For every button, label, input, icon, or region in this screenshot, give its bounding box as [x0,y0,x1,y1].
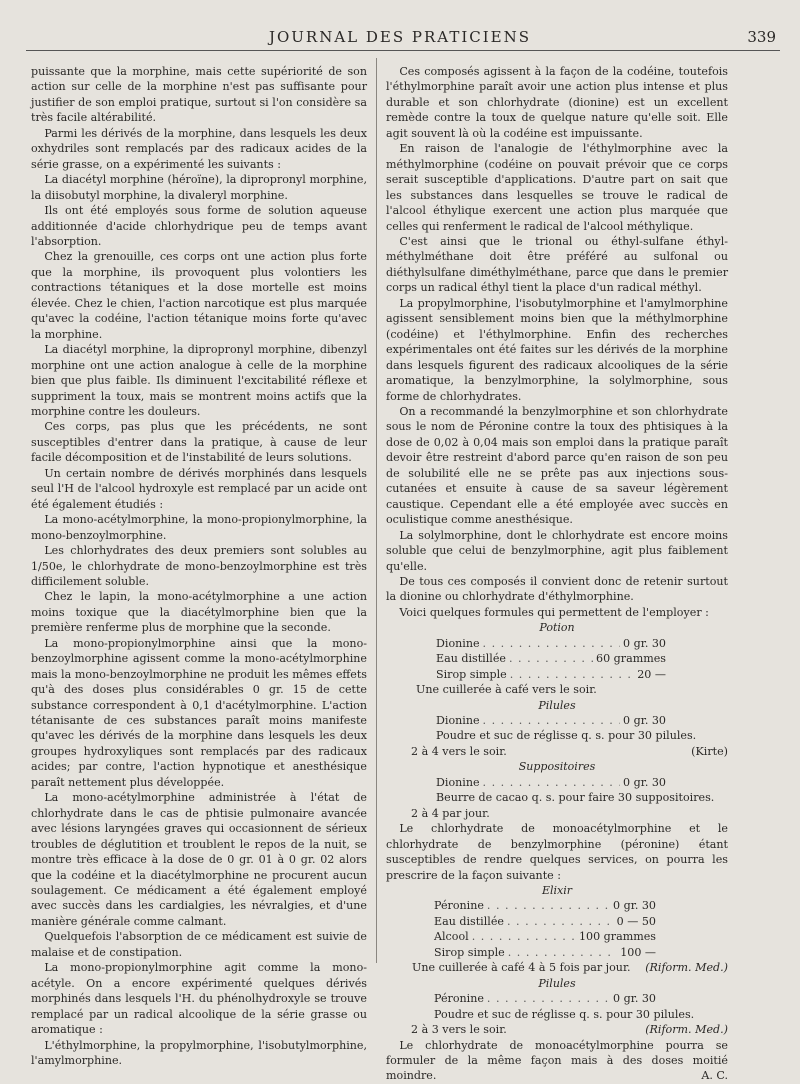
recipe-note: Une cuillerée à café vers le soir. [416,683,597,697]
recipe-title: Pilules [538,698,576,712]
recipe-ingredient: Eau distillée . . . 0 — 50 [434,914,656,929]
page-number: 339 [747,28,776,46]
column-divider [376,58,377,963]
recipe-ingredient: Alcool . . . 100 grammes [434,929,656,944]
recipe-ingredient: Dionine . . . 0 gr. 30 [436,636,666,651]
recipe-ingredient: Dionine . . . 0 gr. 30 [436,713,666,728]
recipe-title: Potion [539,621,575,635]
recipe-note: 2 à 4 vers le soir. [411,744,507,758]
paragraph: La mono-propionylmorphine ainsi que la mono-benzoylmorphine agissent comme la mono-acétylmorphine mais la mono-benzoylmorphine ne produit les mêmes effets qu'à des doses plus considérables 0 gr. 15 de cette substance correspondent à 0,1 d'acétylmorphine. L'action tétanisante de ces substances paraît moins manifeste qu'avec les dérivés de la morphine dans lesquels les deux groupes hydroxyliques sont remplacés par des radicaux acides; par contre, l'action hypnotique et anesthésique paraît nettement plus développée. [31,636,367,789]
paragraph: La propylmorphine, l'isobutylmorphine et l'amylmorphine agissent sensiblement moins bien que la méthylmorphine (codéine) et l'éthylmorphine. Enfin des recherches expérimentales ont été faites sur les dérivés de la morphine dans lesquels figurent des radicaux alcooliques de la série aromatique, la benzylmorphine, la solylmorphine, sous forme de chlorhydrates. [386,296,728,403]
running-title: JOURNAL DES PRATICIENS [268,28,532,46]
paragraph: Ces composés agissent à la façon de la codéine, toutefois l'éthylmorphine paraît avoir une action plus intense et plus durable et son chlorhydrate (dionine) est un excellent remède contre la toux de quelque nature qu'elle soit. Elle agit souvent là où la codéine est impuissante. [386,65,728,140]
paragraph: Les chlorhydrates des deux premiers sont solubles au 1/50e, le chlorhydrate de mono-benzoylmorphine est très difficilement soluble. [31,544,367,588]
recipe-note-row [386,1022,728,1037]
recipe-ingredient: Sirop simple . . . 100 — [434,945,656,960]
recipe-note: 2 à 4 par jour. [411,806,490,820]
recipe-source: (Riform. Med.) [645,961,728,975]
paragraph: L'éthylmorphine, la propylmorphine, l'isobutylmorphine, l'amylmorphine. [31,1038,367,1067]
paragraph: La mono-acétylmorphine, la mono-propionylmorphine, la mono-benzoylmorphine. [31,513,367,542]
closing-paragraph [386,1038,728,1084]
paragraph: Parmi les dérivés de la morphine, dans lesquels les deux oxhydriles sont remplacés par des radicaux acides de la série grasse, on a expérimenté les suivants : [31,126,367,171]
paragraph: Un certain nombre de dérivés morphinés dans lesquels seul l'H de l'alcool hydroxyle est remplacé par un acide ont été également étudiés : [31,466,367,511]
recipe-ingredient: Péronine . . . 0 gr. 30 [434,991,656,1006]
header-rule [26,50,780,51]
paragraph: Le chlorhydrate de monoacétylmorphine et le chlorhydrate de benzylmorphine (péronine) étant susceptibles de rendre quelques services, on pourra les prescrire de la façon suivante : [386,822,728,882]
paragraph: La solylmorphine, dont le chlorhydrate est encore moins soluble que celui de benzylmorphine, agit plus faiblement qu'elle. [386,528,728,573]
recipe-potion [386,620,728,697]
recipe-note-row [386,960,728,975]
recipe-pilules [386,698,728,760]
paragraph: La diacétyl morphine, la dipropronyl morphine, dibenzyl morphine ont une action analogue à celle de la morphine bien que plus faible. Ils diminuent l'excitabilité réflexe et suppriment la toux, mais se montrent moins actifs que la morphine contre les douleurs. [31,343,367,418]
closing-text: Le chlorhydrate de monoacétylmorphine pourra se formuler de la même façon mais à des doses moitié moindre. [386,1038,728,1083]
recipe-title: Elixir [541,884,573,898]
recipe-source: (Riform. Med.) [645,1023,728,1037]
paragraph: C'est ainsi que le trional ou éthyl-sulfane éthyl-méthylméthane doit être préféré au sulfonal ou diéthylsulfane diméthylméthane, parce que dans le premier corps un radical éthyl tient la place d'un radical méthyl. [386,234,728,295]
recipe-line: Poudre et suc de réglisse q. s. pour 30 pilules. [436,729,697,743]
recipe-elixir [386,883,728,976]
paragraph: La mono-acétylmorphine administrée à l'état de chlorhydrate dans le cas de phtisie pulmonaire avancée avec lésions laryngées graves qui occasionnent de sérieux troubles de déglutition et troublent le repos de la nuit, se montre très efficace à la dose de 0 gr. 01 à 0 gr. 02 alors que la codéine et la diacétylmorphine ne procurent aucun soulagement. Ce médicament a été également employé avec succès dans les cardialgies, les névralgies, et d'une manière générale comme calmant. [31,791,367,928]
paragraph: Ils ont été employés sous forme de solution aqueuse additionnée d'acide chlorhydrique peu de temps avant l'absorption. [31,204,367,248]
paragraph: De tous ces composés il convient donc de retenir surtout la dionine ou chlorhydrate d'éthylmorphine. [386,574,728,604]
recipe-note-row [386,744,728,759]
paragraph: En raison de l'analogie de l'éthylmorphine avec la méthylmorphine (codéine on pouvait prévoir que ce corps serait susceptible d'applications. D'autre part on sait que les substances dans lesquelles se trouve le radical de l'alcool éthylique exercent une action plus marquée que celles qui renferment le radical de l'alcool méthylique. [386,142,728,233]
recipe-suppositoires [386,759,728,821]
paragraph: Chez le lapin, la mono-acétylmorphine a une action moins toxique que la diacétylmorphine bien que la première renferme plus de morphine que la seconde. [31,590,367,635]
recipe-note: 2 à 3 vers le soir. [411,1023,507,1037]
paragraph: Voici quelques formules qui permettent de l'employer : [399,605,709,619]
recipe-ingredient: Péronine . . . 0 gr. 30 [434,898,656,913]
paragraph: Quelquefois l'absorption de ce médicament est suivie de malaise et de constipation. [31,930,367,959]
recipe-line: Beurre de cacao q. s. pour faire 30 suppositoires. [436,791,715,805]
recipe-ingredient: Dionine . . . 0 gr. 30 [436,775,666,790]
paragraph: La mono-propionylmorphine agit comme la mono-acétyle. On a encore expérimenté quelques dérivés morphinés dans lesquels l'H. du phénolhydroxyle se trouve remplacé par un radical alcoolique de la série grasse ou aromatique : [31,961,367,1037]
recipe-pilules-2 [386,976,728,1038]
paragraph: Ces corps, pas plus que les précédents, ne sont susceptibles d'entrer dans la pratique, à cause de leur facile décomposition et de l'instabilité de leurs solutions. [31,420,367,465]
author-signature: A. C. [701,1069,728,1083]
paragraph: puissante que la morphine, mais cette supériorité de son action sur celle de la morphine n'est pas suffisante pour justifier de son emploi pratique, surtout si l'on considère sa très facile altérabilité. [31,65,367,125]
recipe-title: Pilules [538,976,576,990]
paragraph: Chez la grenouille, ces corps ont une action plus forte que la morphine, ils provoquent plus volontiers les contractions tétaniques et la dose mortelle est moins élevée. Chez le chien, l'action narcotique est plus marquée qu'avec la codéine, l'action tétanique moins forte qu'avec la morphine. [31,250,367,341]
recipe-note: Une cuillerée à café 4 à 5 fois par jour. [412,961,631,975]
paragraph: La diacétyl morphine (héroïne), la dipropronyl morphine, la diisobutyl morphine, la divaleryl morphine. [31,173,367,202]
recipe-title: Suppositoires [518,760,596,774]
recipe-ingredient: Eau distillée . . . 60 grammes [436,651,666,666]
paragraph: On a recommandé la benzylmorphine et son chlorhydrate sous le nom de Péronine contre la toux des phtisiques à la dose de 0,02 à 0,04 mais son emploi dans la pratique paraît devoir être restreint d'abord parce qu'en raison de son peu de solubilité elle ne se prête pas aux injections sous-cutanées et ensuite à cause de sa saveur légèrement caustique. Cependant elle a été employée avec succès en oculistique comme anesthésique. [386,404,728,527]
recipe-line: Poudre et suc de réglisse q. s. pour 30 pilules. [434,1007,695,1021]
recipe-ingredient: Sirop simple . . . 20 — [436,667,666,682]
right-column [386,64,728,1084]
left-column [31,64,367,1068]
recipe-source: (Kirte) [691,744,728,758]
